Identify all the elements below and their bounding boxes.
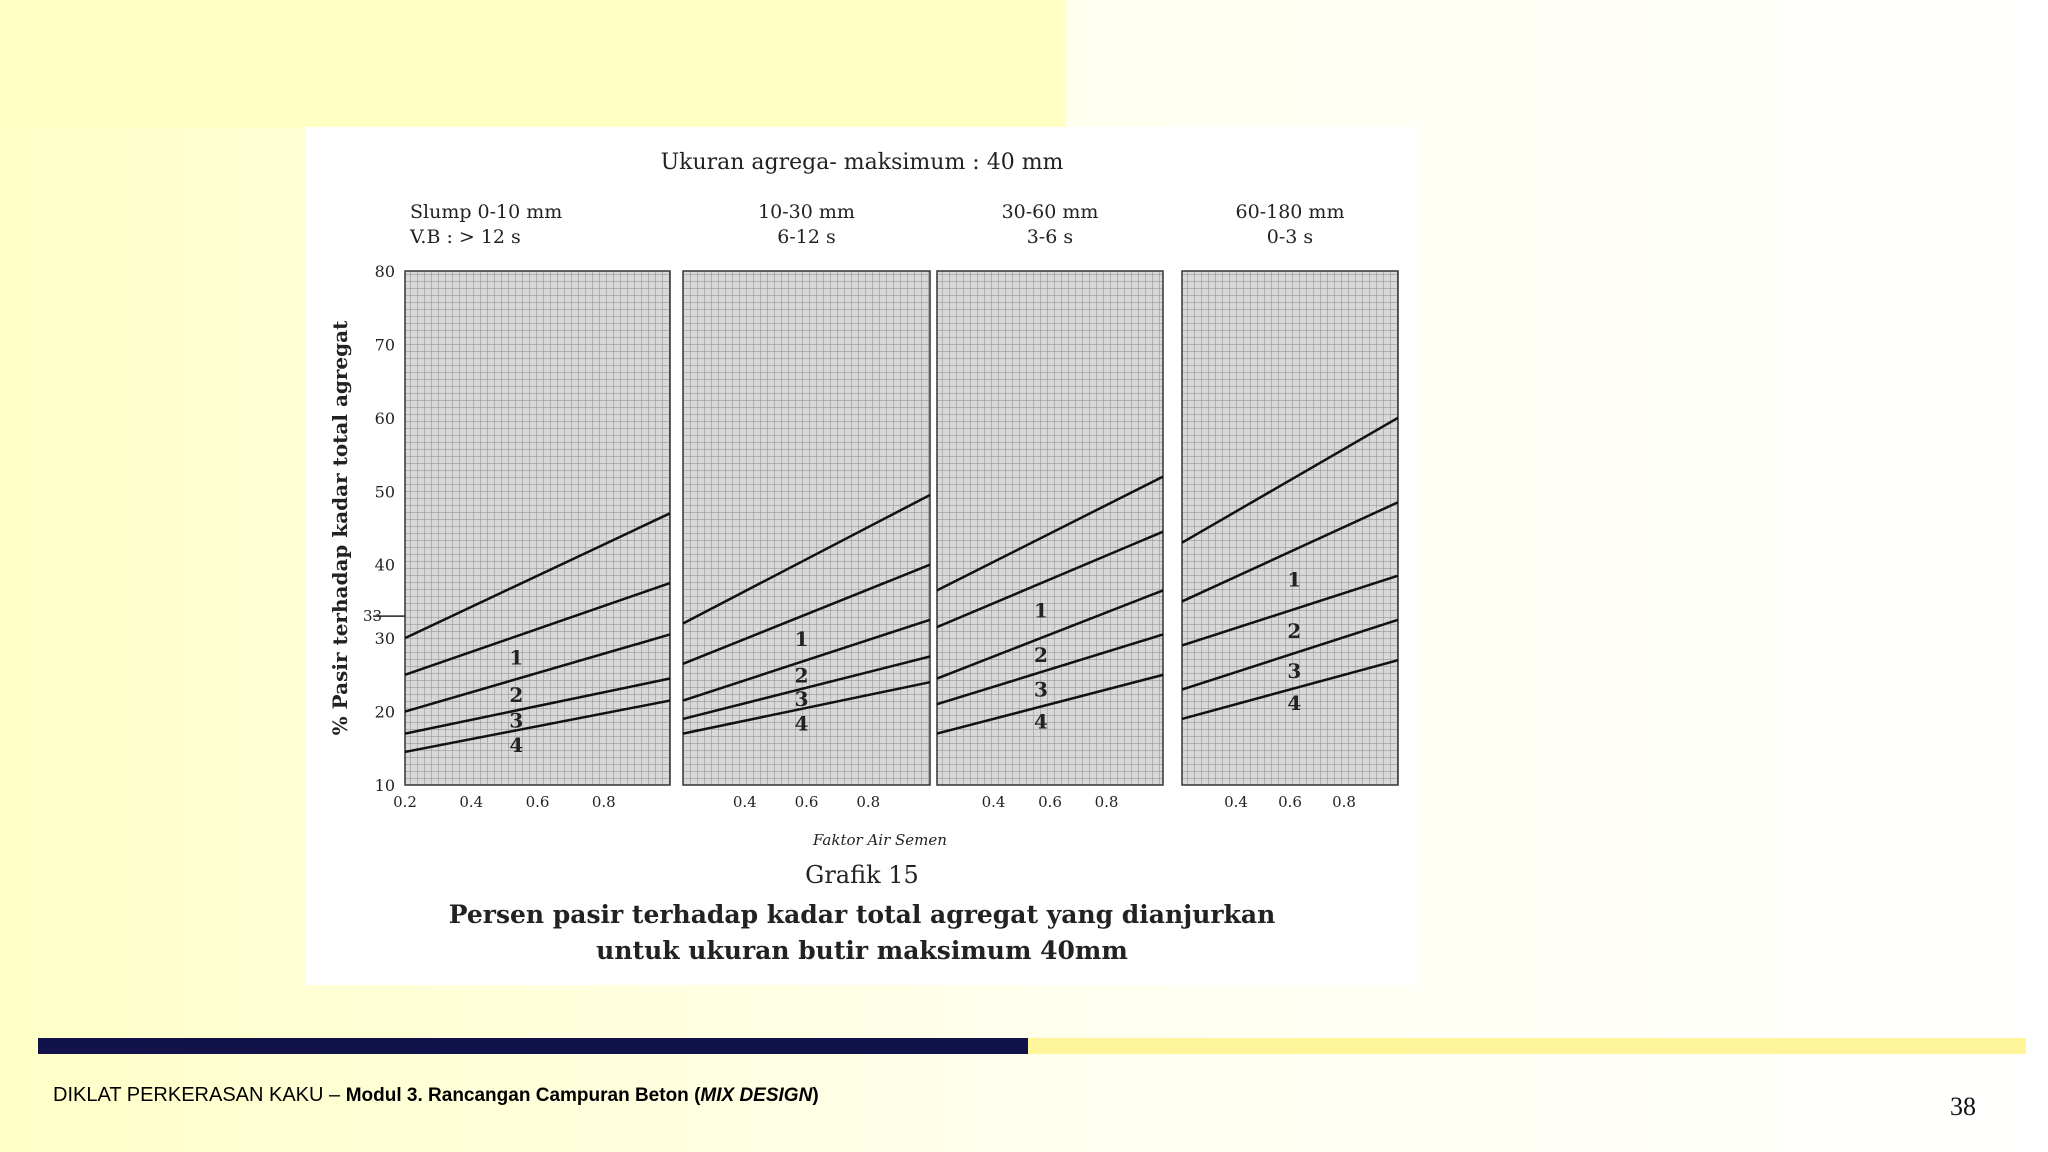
chart-svg	[305, 127, 1420, 985]
footer-module-suffix: )	[812, 1085, 819, 1106]
footer-text	[53, 1084, 819, 1107]
footer-course: DIKLAT PERKERASAN KAKU –	[53, 1084, 346, 1106]
y-tick-label: 50	[374, 482, 395, 502]
x-tick-label: 0.6	[794, 793, 819, 811]
panel-grid	[937, 271, 1163, 785]
series-label: 3	[1033, 677, 1048, 702]
y-tick-label: 60	[374, 408, 395, 428]
x-tick-label: 0.4	[1224, 793, 1248, 811]
series-label: 3	[794, 686, 809, 711]
series-label: 1	[509, 645, 524, 670]
series-label: 1	[1287, 567, 1302, 592]
caption-line-2: untuk ukuran butir maksimum 40mm	[596, 936, 1128, 965]
footer-module	[346, 1085, 819, 1106]
series-label: 3	[1287, 658, 1302, 683]
y-tick-label: 20	[374, 702, 395, 722]
x-tick-label: 0.4	[732, 793, 757, 811]
chart-top-label: Ukuran agrega- maksimum : 40 mm	[660, 150, 1064, 175]
series-label: 1	[794, 627, 809, 652]
x-tick-label: 0.8	[856, 793, 881, 811]
series-label: 4	[1033, 709, 1048, 734]
y-tick-label: 30	[374, 629, 395, 649]
series-label: 4	[509, 733, 524, 758]
y-marker-label: 33	[363, 607, 383, 626]
footer-module-italic: MIX DESIGN	[700, 1085, 813, 1106]
x-tick-label: 0.6	[525, 793, 550, 811]
x-tick-label: 0.4	[459, 793, 484, 811]
panel-slump-label: Slump 0-10 mm	[410, 201, 563, 223]
series-label: 1	[1033, 598, 1048, 623]
x-tick-label: 0.6	[1038, 793, 1062, 811]
x-tick-label: 0.8	[1094, 793, 1119, 811]
x-axis-label: Faktor Air Semen	[813, 831, 947, 849]
chart-figure	[305, 127, 1420, 985]
page-number: 38	[1950, 1092, 1976, 1121]
y-tick-label: 40	[374, 555, 395, 575]
footer-bar-light	[1028, 1038, 2026, 1054]
panel-vb-label: 3-6 s	[1026, 226, 1074, 248]
y-tick-label: 70	[374, 335, 395, 355]
x-tick-label: 0.8	[1332, 793, 1356, 811]
caption-line-1: Persen pasir terhadap kadar total agregat yang dianjurkan	[448, 900, 1276, 929]
caption-number: Grafik 15	[805, 861, 919, 889]
y-tick-label: 10	[374, 776, 395, 795]
top-highlight-band	[0, 0, 1066, 128]
series-label: 4	[1287, 691, 1302, 716]
y-tick-label: 80	[374, 262, 395, 281]
footer-bar-dark	[38, 1038, 1028, 1054]
panel-slump-label: 30-60 mm	[1001, 201, 1099, 223]
series-label: 2	[509, 682, 524, 707]
panel-vb-label: 6-12 s	[777, 226, 836, 248]
series-label: 2	[1287, 619, 1302, 644]
panel-slump-label: 60-180 mm	[1235, 201, 1345, 223]
panel-vb-label: 0-3 s	[1266, 226, 1314, 248]
x-tick-label: 0.6	[1278, 793, 1302, 811]
x-tick-label: 0.8	[591, 793, 616, 811]
x-tick-label: 0.4	[981, 793, 1006, 811]
panel-vb-label: V.B : > 12 s	[410, 226, 521, 248]
x-tick-label: 0.2	[393, 793, 417, 811]
series-label: 3	[509, 708, 524, 733]
series-label: 4	[794, 711, 809, 736]
y-axis-label: % Pasir terhadap kadar total agregat	[328, 320, 352, 736]
panel-slump-label: 10-30 mm	[758, 201, 855, 223]
footer-module-prefix: Modul 3. Rancangan Campuran Beton (	[345, 1085, 701, 1106]
series-label: 2	[794, 663, 809, 688]
series-label: 2	[1033, 643, 1048, 668]
